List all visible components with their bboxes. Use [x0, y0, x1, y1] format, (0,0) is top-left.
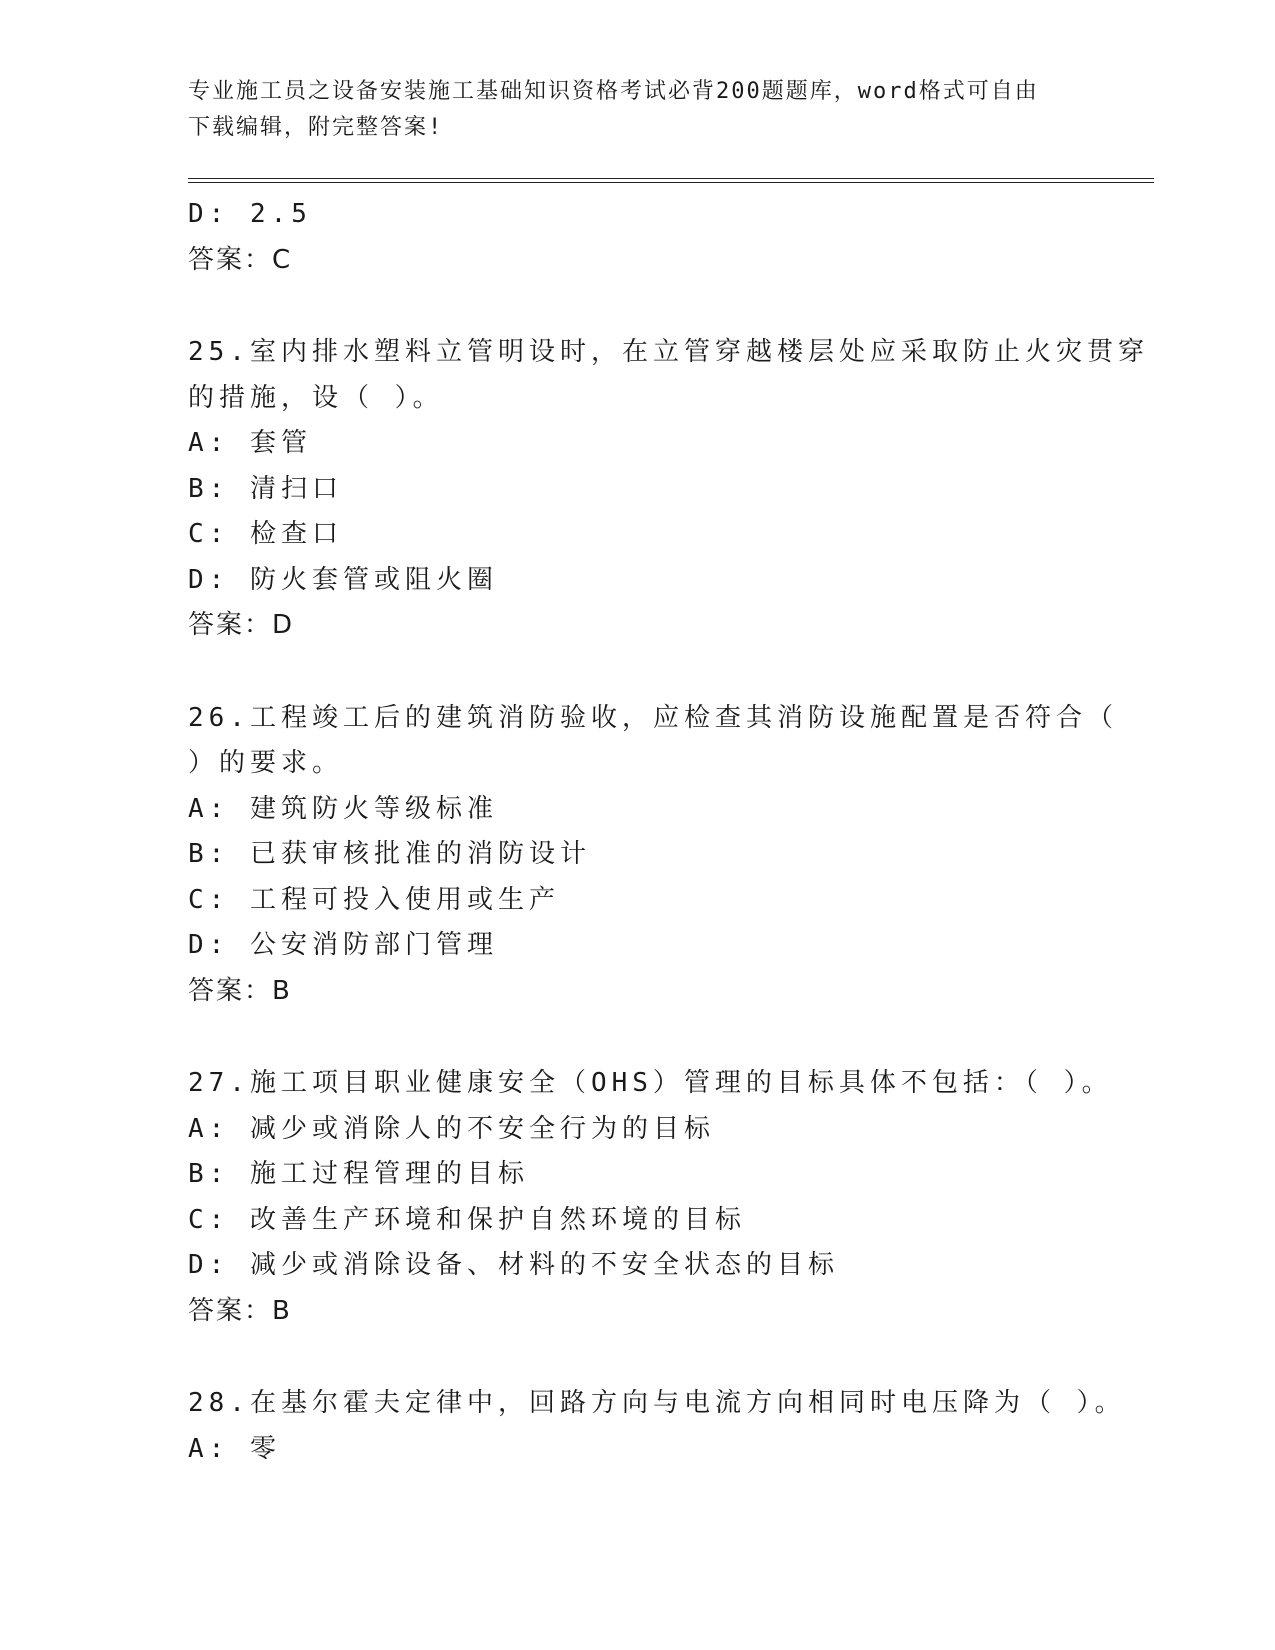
- document-header: [188, 74, 1088, 146]
- question-25: [188, 330, 1154, 649]
- option-b: B: 已获审核批准的消防设计: [188, 839, 591, 869]
- spacer: [188, 283, 1154, 330]
- question-stem: 27.施工项目职业健康安全（OHS）管理的目标具体不包括：（ ）。: [188, 1068, 1113, 1098]
- question-27: [188, 1061, 1154, 1334]
- spacer: [188, 1014, 1154, 1061]
- answer: 答案：B: [188, 1295, 292, 1326]
- question-26: [188, 696, 1154, 1015]
- question-stem: 25.室内排水塑料立管明设时，在立管穿越楼层处应采取防止火灾贯穿: [188, 337, 1149, 367]
- option-a: A: 零: [188, 1433, 281, 1464]
- option-b: B: 清扫口: [188, 473, 343, 504]
- question-stem: ）的要求。: [188, 748, 344, 778]
- option-d: D: 防火套管或阻火圈: [188, 564, 498, 595]
- option-d: D: 减少或消除设备、材料的不安全状态的目标: [188, 1250, 839, 1280]
- option-b: B: 施工过程管理的目标: [188, 1159, 529, 1189]
- question-stem: 28.在基尔霍夫定律中，回路方向与电流方向相同时电压降为（ ）。: [188, 1388, 1126, 1418]
- option-c: C: 工程可投入使用或生产: [188, 884, 560, 915]
- option-c: C: 改善生产环境和保护自然环境的目标: [188, 1204, 746, 1235]
- spacer: [188, 649, 1154, 696]
- header-divider: [188, 178, 1154, 183]
- header-line-2: 下载编辑，附完整答案!: [188, 115, 444, 140]
- question-28: [188, 1381, 1154, 1472]
- option-a: A: 建筑防火等级标准: [188, 793, 498, 824]
- spacer: [188, 1334, 1154, 1381]
- question-list: [188, 192, 1154, 1472]
- answer: 答案：D: [188, 610, 295, 640]
- answer: 答案：B: [188, 975, 292, 1006]
- continuation-answer: 答案：C: [188, 244, 293, 275]
- question-stem: 的措施，设（ ）。: [188, 382, 444, 413]
- option-a: A: 套管: [188, 428, 312, 458]
- option-d: D: 公安消防部门管理: [188, 930, 498, 960]
- option-c: C: 检查口: [188, 519, 343, 549]
- header-line-1: 专业施工员之设备安装施工基础知识资格考试必背200题题库，word格式可自由: [188, 79, 1039, 104]
- option-a: A: 减少或消除人的不安全行为的目标: [188, 1113, 715, 1144]
- continuation-option-d: D: 2.5: [188, 199, 312, 229]
- question-stem: 26.工程竣工后的建筑消防验收，应检查其消防设施配置是否符合（: [188, 702, 1118, 733]
